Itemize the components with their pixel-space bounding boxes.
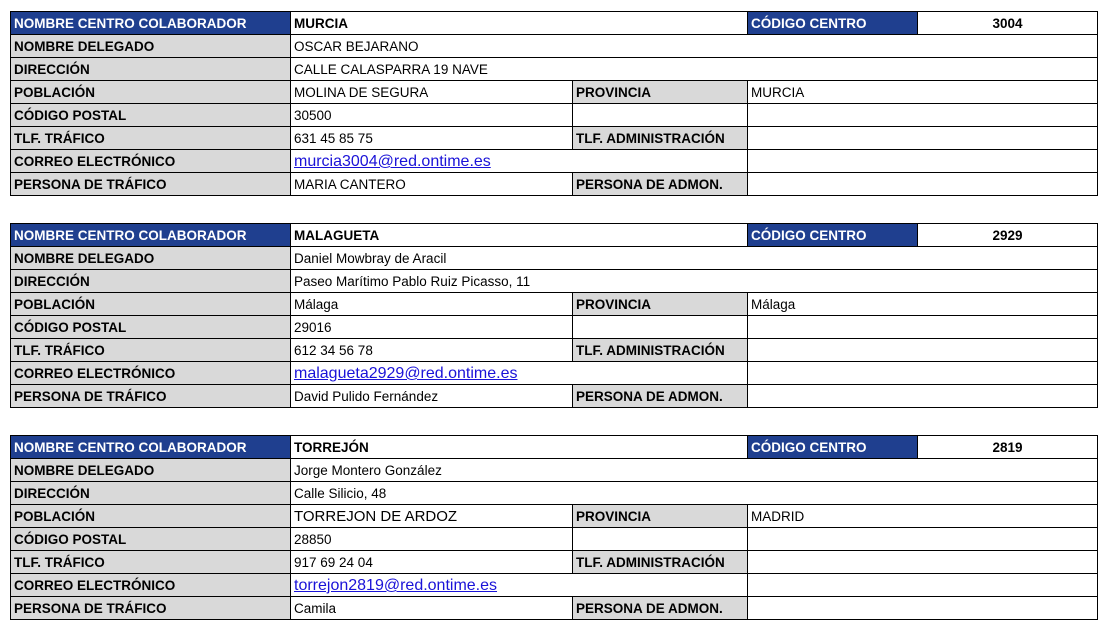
table-row (11, 173, 1098, 196)
label-tlf-trafico: TLF. TRÁFICO (11, 551, 291, 574)
email-link[interactable]: murcia3004@red.ontime.es (291, 150, 748, 173)
delegado-value[interactable]: Jorge Montero González (291, 459, 1098, 482)
center-table (10, 223, 1098, 408)
table-row (11, 551, 1098, 574)
provincia-value[interactable]: MADRID (748, 505, 1098, 528)
codigo-postal-value[interactable]: 30500 (291, 104, 573, 127)
direccion-value[interactable]: Calle Silicio, 48 (291, 482, 1098, 505)
table-row (11, 316, 1098, 339)
label-poblacion: POBLACIÓN (11, 81, 291, 104)
tlf-trafico-value[interactable]: 917 69 24 04 (291, 551, 573, 574)
label-direccion: DIRECCIÓN (11, 58, 291, 81)
label-provincia: PROVINCIA (573, 81, 748, 104)
label-nombre-delegado: NOMBRE DELEGADO (11, 459, 291, 482)
table-row (11, 104, 1098, 127)
empty-cell[interactable] (748, 150, 1098, 173)
label-correo: CORREO ELECTRÓNICO (11, 574, 291, 597)
table-row (11, 459, 1098, 482)
table-row (11, 482, 1098, 505)
label-direccion: DIRECCIÓN (11, 270, 291, 293)
label-nombre-centro: NOMBRE CENTRO COLABORADOR (11, 436, 291, 459)
center-block-malagueta (10, 223, 1097, 408)
direccion-value[interactable]: CALLE CALASPARRA 19 NAVE (291, 58, 1098, 81)
email-link[interactable]: malagueta2929@red.ontime.es (291, 362, 748, 385)
label-nombre-centro: NOMBRE CENTRO COLABORADOR (11, 12, 291, 35)
empty-cell[interactable] (748, 104, 1098, 127)
label-tlf-administracion: TLF. ADMINISTRACIÓN (573, 339, 748, 362)
center-name[interactable]: TORREJÓN (291, 436, 748, 459)
label-codigo-postal: CÓDIGO POSTAL (11, 316, 291, 339)
label-poblacion: POBLACIÓN (11, 505, 291, 528)
label-nombre-delegado: NOMBRE DELEGADO (11, 247, 291, 270)
poblacion-value[interactable]: TORREJON DE ARDOZ (291, 505, 573, 528)
table-row (11, 127, 1098, 150)
direccion-value[interactable]: Paseo Marítimo Pablo Ruiz Picasso, 11 (291, 270, 1098, 293)
tlf-administracion-value[interactable] (748, 127, 1098, 150)
persona-trafico-value[interactable]: MARIA CANTERO (291, 173, 573, 196)
label-tlf-administracion: TLF. ADMINISTRACIÓN (573, 551, 748, 574)
codigo-postal-value[interactable]: 28850 (291, 528, 573, 551)
label-persona-trafico: PERSONA DE TRÁFICO (11, 385, 291, 408)
persona-trafico-value[interactable]: David Pulido Fernández (291, 385, 573, 408)
label-direccion: DIRECCIÓN (11, 482, 291, 505)
persona-admon-value[interactable] (748, 173, 1098, 196)
label-tlf-trafico: TLF. TRÁFICO (11, 127, 291, 150)
label-nombre-delegado: NOMBRE DELEGADO (11, 35, 291, 58)
tlf-administracion-value[interactable] (748, 551, 1098, 574)
tlf-trafico-value[interactable]: 612 34 56 78 (291, 339, 573, 362)
label-persona-trafico: PERSONA DE TRÁFICO (11, 597, 291, 620)
center-name[interactable]: MALAGUETA (291, 224, 748, 247)
center-block-murcia (10, 11, 1097, 196)
label-codigo-postal: CÓDIGO POSTAL (11, 104, 291, 127)
label-poblacion: POBLACIÓN (11, 293, 291, 316)
label-tlf-trafico: TLF. TRÁFICO (11, 339, 291, 362)
poblacion-value[interactable]: MOLINA DE SEGURA (291, 81, 573, 104)
center-code[interactable]: 2819 (918, 436, 1098, 459)
provincia-value[interactable]: Málaga (748, 293, 1098, 316)
label-codigo-centro: CÓDIGO CENTRO (748, 12, 918, 35)
table-row (11, 12, 1098, 35)
table-row (11, 247, 1098, 270)
empty-cell[interactable] (748, 574, 1098, 597)
table-row (11, 224, 1098, 247)
delegado-value[interactable]: OSCAR BEJARANO (291, 35, 1098, 58)
email-link[interactable]: torrejon2819@red.ontime.es (291, 574, 748, 597)
tlf-trafico-value[interactable]: 631 45 85 75 (291, 127, 573, 150)
label-codigo-centro: CÓDIGO CENTRO (748, 224, 918, 247)
label-codigo-postal: CÓDIGO POSTAL (11, 528, 291, 551)
tlf-administracion-value[interactable] (748, 339, 1098, 362)
poblacion-value[interactable]: Málaga (291, 293, 573, 316)
label-correo: CORREO ELECTRÓNICO (11, 362, 291, 385)
label-persona-admon: PERSONA DE ADMON. (573, 173, 748, 196)
persona-admon-value[interactable] (748, 385, 1098, 408)
table-row (11, 150, 1098, 173)
table-row (11, 58, 1098, 81)
label-correo: CORREO ELECTRÓNICO (11, 150, 291, 173)
table-row (11, 505, 1098, 528)
table-row (11, 339, 1098, 362)
table-row (11, 528, 1098, 551)
label-persona-trafico: PERSONA DE TRÁFICO (11, 173, 291, 196)
center-code[interactable]: 2929 (918, 224, 1098, 247)
center-code[interactable]: 3004 (918, 12, 1098, 35)
empty-cell[interactable] (573, 316, 748, 339)
empty-cell[interactable] (748, 528, 1098, 551)
empty-cell[interactable] (748, 316, 1098, 339)
table-row (11, 436, 1098, 459)
label-provincia: PROVINCIA (573, 293, 748, 316)
empty-cell[interactable] (573, 104, 748, 127)
persona-trafico-value[interactable]: Camila (291, 597, 573, 620)
codigo-postal-value[interactable]: 29016 (291, 316, 573, 339)
table-row (11, 362, 1098, 385)
provincia-value[interactable]: MURCIA (748, 81, 1098, 104)
label-tlf-administracion: TLF. ADMINISTRACIÓN (573, 127, 748, 150)
table-row (11, 270, 1098, 293)
table-row (11, 81, 1098, 104)
label-nombre-centro: NOMBRE CENTRO COLABORADOR (11, 224, 291, 247)
center-block-torrejon (10, 435, 1097, 620)
center-table (10, 11, 1098, 196)
label-persona-admon: PERSONA DE ADMON. (573, 597, 748, 620)
delegado-value[interactable]: Daniel Mowbray de Aracil (291, 247, 1098, 270)
table-row (11, 35, 1098, 58)
center-table (10, 435, 1098, 620)
label-codigo-centro: CÓDIGO CENTRO (748, 436, 918, 459)
center-name[interactable]: MURCIA (291, 12, 748, 35)
persona-admon-value[interactable] (748, 597, 1098, 620)
table-row (11, 597, 1098, 620)
table-row (11, 385, 1098, 408)
label-persona-admon: PERSONA DE ADMON. (573, 385, 748, 408)
empty-cell[interactable] (748, 362, 1098, 385)
table-row (11, 574, 1098, 597)
table-row (11, 293, 1098, 316)
label-provincia: PROVINCIA (573, 505, 748, 528)
empty-cell[interactable] (573, 528, 748, 551)
